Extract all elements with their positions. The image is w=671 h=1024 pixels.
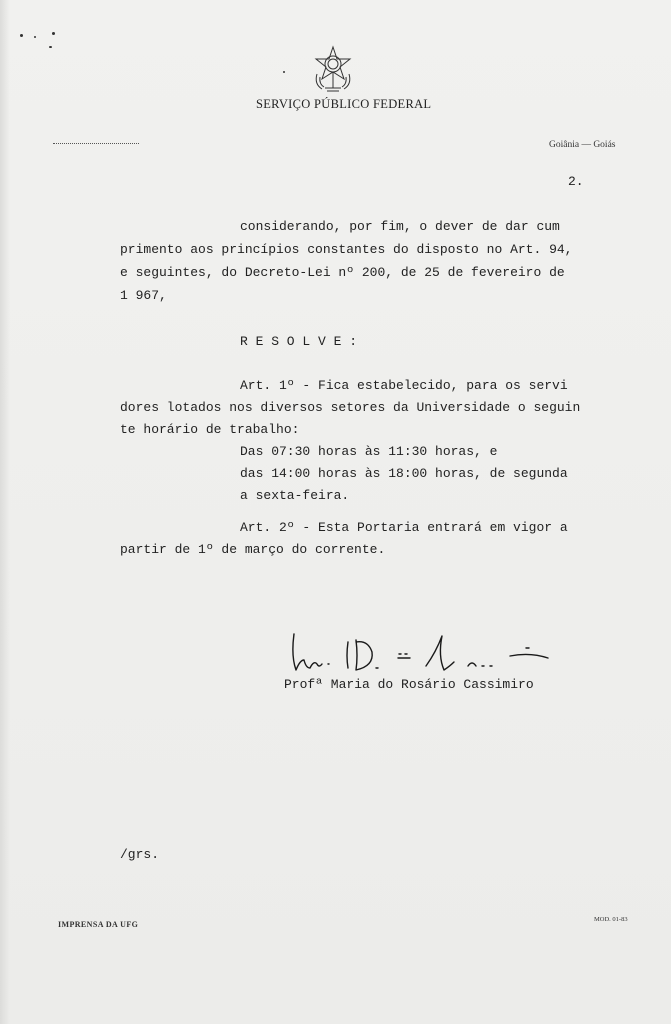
printer-footer: IMPRENSA DA UFG — [58, 920, 139, 929]
dotted-blank-line — [53, 143, 139, 144]
handwritten-signature — [286, 626, 556, 682]
article-1-line: Art. 1º - Fica estabelecido, para os servi — [240, 378, 568, 393]
model-code: MOD. 01-83 — [594, 916, 628, 923]
page-edge-shadow — [0, 0, 10, 1024]
typist-initials: /grs. — [120, 847, 160, 862]
paragraph-line: 1 967, — [120, 288, 167, 303]
article-2-line: Art. 2º - Esta Portaria entrará em vigor a — [240, 520, 568, 535]
page-number: 2. — [568, 174, 584, 189]
resolve-heading: R E S O L V E : — [240, 334, 358, 349]
article-2-line: partir de 1º de março do corrente. — [120, 542, 386, 557]
article-1-line: te horário de trabalho: — [120, 422, 300, 437]
scan-speck — [34, 36, 36, 38]
scan-speck — [52, 32, 55, 35]
paragraph-line: considerando, por fim, o dever de dar cum — [240, 219, 560, 234]
paragraph-line: e seguintes, do Decreto-Lei nº 200, de 25 de fevereiro de — [120, 265, 565, 280]
schedule-line: das 14:00 horas às 18:00 horas, de segunda — [240, 466, 568, 481]
location-label: Goiânia — Goiás — [549, 140, 616, 150]
scan-speck — [20, 34, 23, 37]
header-title: SERVIÇO PÚBLICO FEDERAL — [256, 97, 432, 111]
scan-speck — [49, 46, 52, 48]
paragraph-line: primento aos princípios constantes do disposto no Art. 94, — [120, 242, 573, 257]
scan-speck — [283, 71, 285, 73]
schedule-line: a sexta-feira. — [240, 488, 350, 503]
signatory-name: Profª Maria do Rosário Cassimiro — [284, 677, 534, 692]
schedule-line: Das 07:30 horas às 11:30 horas, e — [240, 444, 498, 459]
coat-of-arms-emblem — [310, 44, 356, 94]
article-1-line: dores lotados nos diversos setores da Universidade o seguin — [120, 400, 581, 415]
